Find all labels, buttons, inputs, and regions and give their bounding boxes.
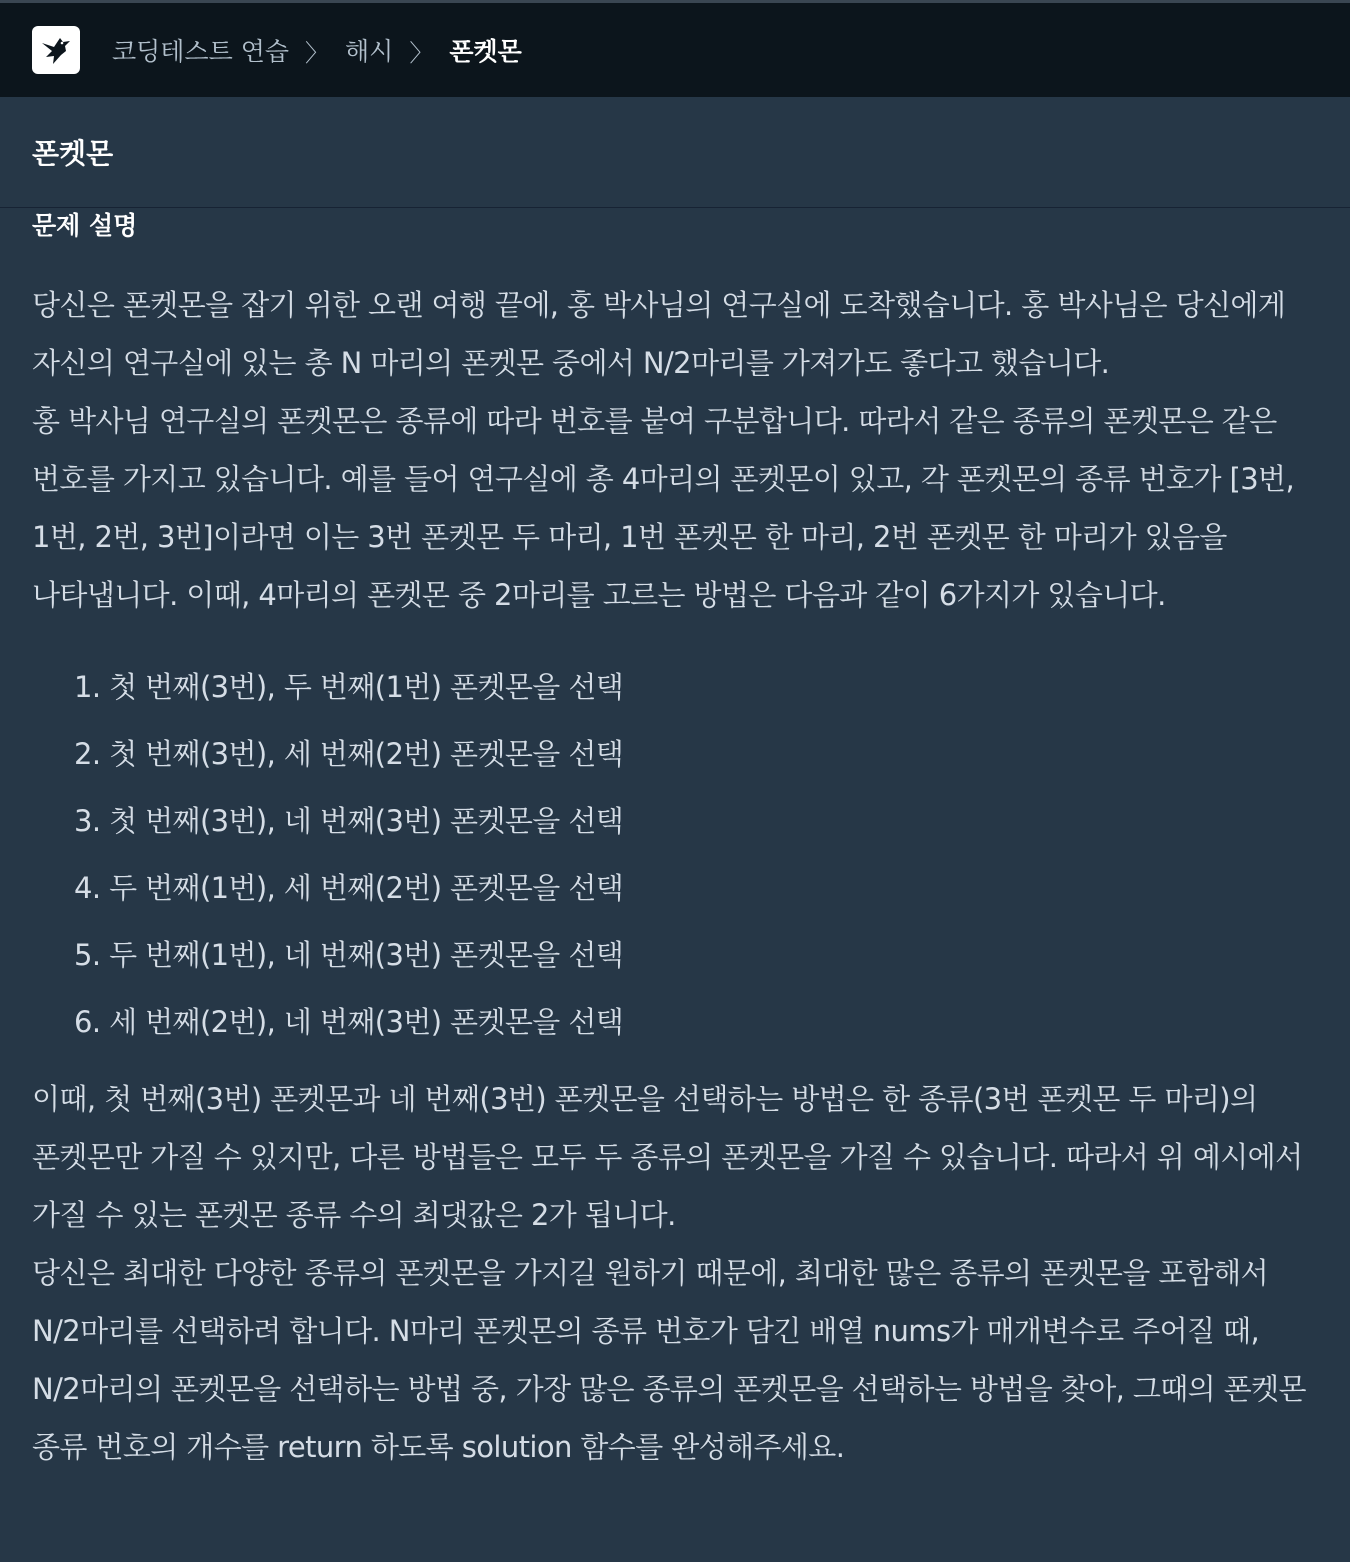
list-item: 4. 두 번째(1번), 세 번째(2번) 폰켓몬을 선택 — [74, 871, 624, 905]
problem-title: 폰켓몬 — [32, 137, 114, 170]
breadcrumb-coding-test[interactable]: 코딩테스트 연습 — [112, 37, 289, 66]
description-paragraph: 당신은 폰켓몬을 잡기 위한 오랜 여행 끝에, 홍 박사님의 연구실에 도착했습니다. 홍 박사님은 당신에게 자신의 연구실에 있는 총 N 마리의 폰켓몬 중에서 N/2마리를 가져가도 좋다고 했습니다. — [32, 288, 1286, 380]
list-item: 5. 두 번째(1번), 네 번째(3번) 폰켓몬을 선택 — [74, 938, 624, 972]
list-item: 1. 첫 번째(3번), 두 번째(1번) 폰켓몬을 선택 — [74, 670, 624, 704]
description-paragraph: 당신은 최대한 다양한 종류의 폰켓몬을 가지길 원하기 때문에, 최대한 많은 종류의 폰켓몬을 포함해서 N/2마리를 선택하려 합니다. N마리 폰켓몬의 종류 번호가 담긴 배열 nums가 매개변수로 주어질 때, N/2마리의 폰켓몬을 선택하는 방법 중, 가장 많은 종류의 폰켓몬을 선택하는 방법을 찾아, 그때의 폰켓몬 종류 번호의 개수를 return 하도록 solution 함수를 완성해주세요. — [32, 1256, 1306, 1464]
list-item: 6. 세 번째(2번), 네 번째(3번) 폰켓몬을 선택 — [74, 1005, 624, 1039]
description-paragraph: 이때, 첫 번째(3번) 폰켓몬과 네 번째(3번) 폰켓몬을 선택하는 방법은 한 종류(3번 폰켓몬 두 마리)의 폰켓몬만 가질 수 있지만, 다른 방법들은 모두 두 종류의 폰켓몬을 가질 수 있습니다. 따라서 위 예시에서 가질 수 있는 폰켓몬 종류 수의 최댓값은 2가 됩니다. — [32, 1082, 1303, 1232]
problem-description — [0, 208, 1350, 1476]
chevron-right-icon: 〉 — [409, 38, 434, 67]
chevron-right-icon: 〉 — [305, 38, 329, 67]
list-item: 2. 첫 번째(3번), 세 번째(2번) 폰켓몬을 선택 — [74, 737, 624, 771]
section-title: 문제 설명 — [32, 211, 138, 240]
programmers-logo-icon[interactable] — [32, 26, 80, 74]
top-navigation-bar — [0, 0, 1350, 97]
description-paragraph: 홍 박사님 연구실의 폰켓몬은 종류에 따라 번호를 붙여 구분합니다. 따라서 같은 종류의 폰켓몬은 같은 번호를 가지고 있습니다. 예를 들어 연구실에 총 4마리의 폰켓몬이 있고, 각 폰켓몬의 종류 번호가 [3번, 1번, 2번, 3번]이라면 이는 3번 폰켓몬 두 마리, 1번 폰켓몬 한 마리, 2번 폰켓몬 한 마리가 있음을 나타냅니다. 이때, 4마리의 폰켓몬 중 2마리를 고르는 방법은 다음과 같이 6가지가 있습니다. — [32, 404, 1295, 612]
bird-icon — [39, 33, 73, 67]
breadcrumb-hash[interactable]: 해시 — [345, 37, 394, 66]
problem-title-bar — [0, 97, 1350, 208]
breadcrumb — [112, 32, 522, 68]
selection-options-list — [32, 654, 1318, 1056]
breadcrumb-current: 폰켓몬 — [449, 37, 522, 66]
list-item: 3. 첫 번째(3번), 네 번째(3번) 폰켓몬을 선택 — [74, 804, 624, 838]
